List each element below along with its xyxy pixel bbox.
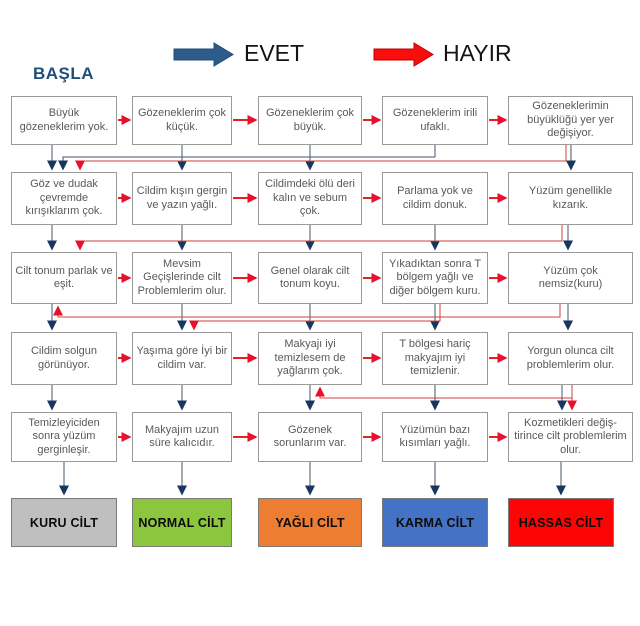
flow-box-r1c3: Gözeneklerim çok büyük. xyxy=(258,96,362,145)
flow-box-r5c1: Temizleyiciden sonra yüzüm gerginleşir. xyxy=(11,412,117,462)
result-box-3: YAĞLI CİLT xyxy=(258,498,362,547)
flow-box-r2c4: Parlama yok ve cildim donuk. xyxy=(382,172,488,225)
flow-box-r1c4: Gözeneklerim irili ufaklı. xyxy=(382,96,488,145)
hayir-connector xyxy=(58,304,560,317)
flow-box-r4c2: Yaşıma göre İyi bir cildim var. xyxy=(132,332,232,385)
flow-box-r2c5: Yüzüm genellikle kızarık. xyxy=(508,172,633,225)
flow-box-r5c3: Gözenek sorunlarım var. xyxy=(258,412,362,462)
legend-no-label: HAYIR xyxy=(443,40,512,66)
flow-box-r3c2: Mevsim Geçişlerinde cilt Problemlerim olur. xyxy=(132,252,232,304)
flow-box-r2c3: Cildimdeki ölü deri kalın ve sebum çok. xyxy=(258,172,362,225)
flow-box-r5c5: Kozmetikleri değiş-tirince cilt problemlerim olur. xyxy=(508,412,633,462)
start-label: BAŞLA xyxy=(33,64,95,83)
hayir-arrow-icon xyxy=(374,43,433,66)
evet-connector xyxy=(63,157,435,169)
result-box-1: KURU CİLT xyxy=(11,498,117,547)
flow-box-r1c5: Gözeneklerimin büyüklüğü yer yer değişiyor. xyxy=(508,96,633,145)
result-box-4: KARMA CİLT xyxy=(382,498,488,547)
flow-box-r2c2: Cildim kışın gergin ve yazın yağlı. xyxy=(132,172,232,225)
flow-box-r4c4: T bölgesi hariç makyajım iyi temizlenir. xyxy=(382,332,488,385)
hayir-connector xyxy=(194,304,440,329)
flow-box-r3c3: Genel olarak cilt tonum koyu. xyxy=(258,252,362,304)
hayir-connector xyxy=(320,385,572,398)
result-box-5: HASSAS CİLT xyxy=(508,498,614,547)
flow-box-r3c5: Yüzüm çok nemsiz(kuru) xyxy=(508,252,633,304)
legend-yes-label: EVET xyxy=(244,40,305,66)
flow-box-r4c5: Yorgun olunca cilt problemlerim olur. xyxy=(508,332,633,385)
evet-arrow-icon xyxy=(174,43,233,66)
flow-box-r1c2: Gözeneklerim çok küçük. xyxy=(132,96,232,145)
flow-box-r4c3: Makyajı iyi temizlesem de yağlarım çok. xyxy=(258,332,362,385)
result-box-2: NORMAL CİLT xyxy=(132,498,232,547)
flow-box-r3c4: Yıkadıktan sonra T bölgem yağlı ve diğer bölgem kuru. xyxy=(382,252,488,304)
flow-box-r1c1: Büyük gözeneklerim yok. xyxy=(11,96,117,145)
flow-box-r4c1: Cildim solgun görünüyor. xyxy=(11,332,117,385)
hayir-connector xyxy=(80,145,566,169)
flow-box-r2c1: Göz ve dudak çevremde kırışıklarım çok. xyxy=(11,172,117,225)
flow-box-r3c1: Cilt tonum parlak ve eşit. xyxy=(11,252,117,304)
flow-box-r5c2: Makyajım uzun süre kalıcıdır. xyxy=(132,412,232,462)
hayir-connector xyxy=(80,225,562,249)
flow-box-r5c4: Yüzümün bazı kısımları yağlı. xyxy=(382,412,488,462)
